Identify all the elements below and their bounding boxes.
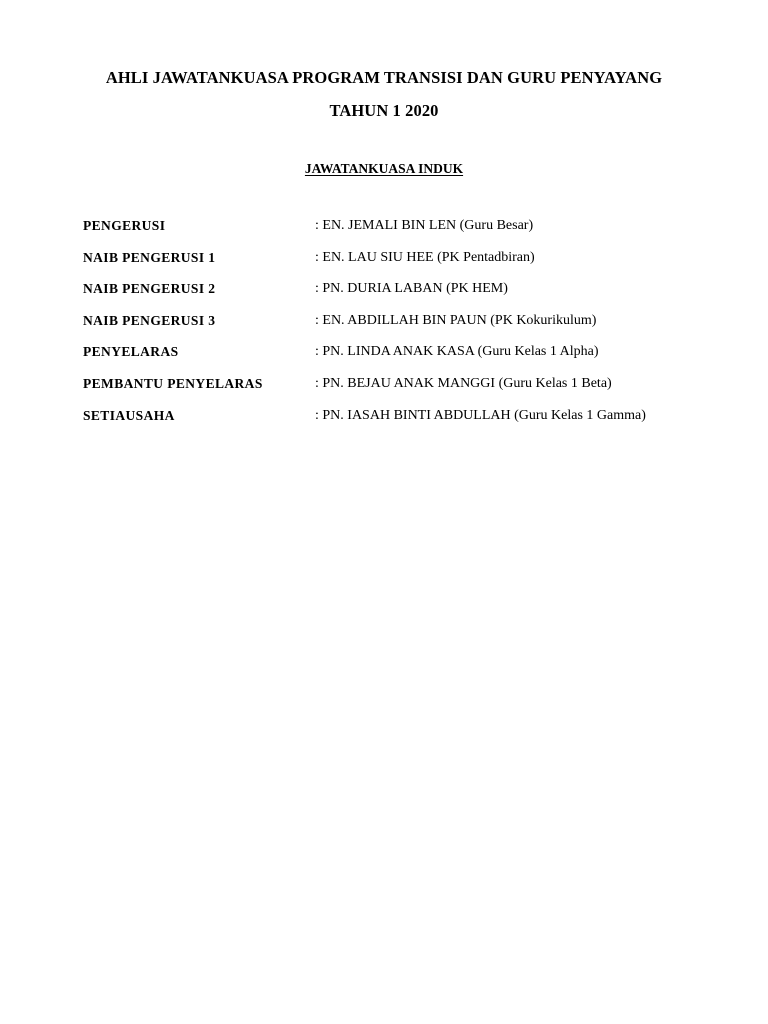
document-subtitle: TAHUN 1 2020 [329, 101, 439, 120]
section-heading: JAWATANKUASA INDUK [304, 161, 464, 176]
committee-role: PENYELARAS [83, 344, 179, 360]
committee-member-name: : PN. DURIA LABAN (PK HEM) [315, 281, 508, 297]
committee-role: NAIB PENGERUSI 1 [83, 249, 216, 265]
committee-row [83, 281, 723, 313]
committee-role: NAIB PENGERUSI 2 [83, 281, 216, 297]
committee-member-name: : PN. BEJAU ANAK MANGGI (Guru Kelas 1 Beta) [315, 375, 612, 391]
committee-role: PENGERUSI [83, 218, 166, 233]
committee-role: PEMBANTU PENYELARAS [83, 375, 263, 391]
committee-member-name: : EN. LAU SIU HEE (PK Pentadbiran) [315, 249, 535, 265]
committee-list [83, 218, 723, 439]
committee-role: SETIAUSAHA [83, 407, 175, 423]
committee-member-name: : EN. ABDILLAH BIN PAUN (PK Kokurikulum) [315, 312, 597, 328]
document-title: AHLI JAWATANKUASA PROGRAM TRANSISI DAN GURU PENYAYANG [105, 68, 663, 87]
committee-row [83, 408, 723, 440]
committee-row [83, 313, 723, 345]
committee-row [83, 376, 723, 408]
committee-row [83, 250, 723, 282]
committee-row [83, 218, 723, 250]
committee-member-name: : PN. LINDA ANAK KASA (Guru Kelas 1 Alpha) [315, 344, 599, 360]
committee-role: NAIB PENGERUSI 3 [83, 312, 216, 328]
committee-row [83, 344, 723, 376]
committee-member-name: : PN. IASAH BINTI ABDULLAH (Guru Kelas 1 Gamma) [315, 407, 646, 423]
committee-member-name: : EN. JEMALI BIN LEN (Guru Besar) [315, 218, 534, 233]
